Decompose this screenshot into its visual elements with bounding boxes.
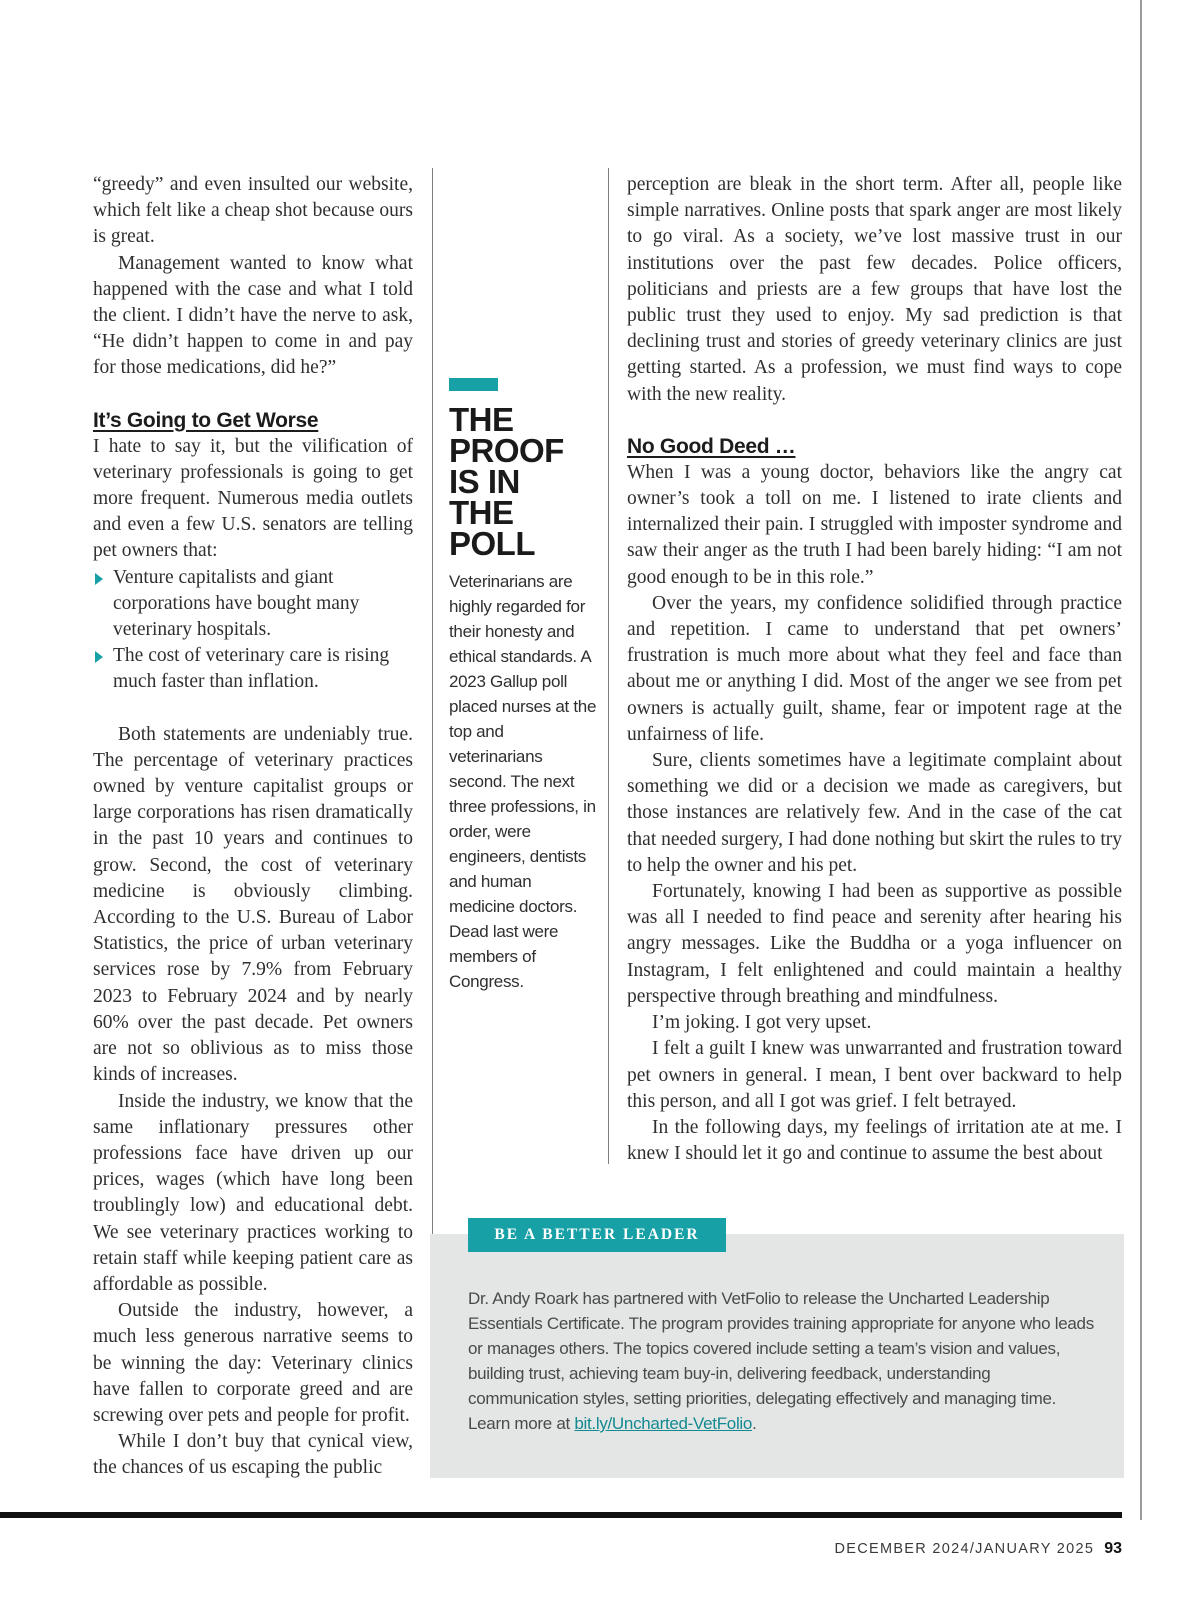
column-divider xyxy=(608,168,609,1164)
bullet-list xyxy=(93,565,413,696)
sidebar-title-line: PROOF xyxy=(449,432,564,469)
list-item-text: Venture capitalists and giant corporations have bought many veterinary hospitals. xyxy=(113,566,360,641)
page-number: 93 xyxy=(1104,1540,1122,1557)
page-footer xyxy=(834,1540,1122,1558)
paragraph: perception are bleak in the short term. After all, people like simple narratives. Online posts that spark anger are most likely to go viral. As a society, we’ve lost massive trust in our institutions over the past few decades. Police officers, politicians and priests are a few groups that have lost the public trust they used to enjoy. My sad prediction is that declining trust and stories of greedy veterinary clinics are just getting started. As a profession, we must find ways to cope with the new reality. xyxy=(627,174,1122,405)
paragraph: Management wanted to know what happened with the case and what I told the client. I didn’t have the nerve to ask, “He didn’t happen to come in and pay for those medications, did he?” xyxy=(93,252,413,379)
paragraph: I hate to say it, but the vilification of veterinary professionals is going to get more frequent. Numerous media outlets and even a few U.S. senators are telling pet owners that: xyxy=(93,435,413,562)
leader-callout-text xyxy=(468,1286,1098,1436)
sidebar-title-line: THE POLL xyxy=(449,494,535,562)
paragraph: Inside the industry, we know that the same inflationary pressures other professions face have driven up our prices, wages (which have long been troublingly low) and educational debt. We see veterinary practices working to retain staff while keeping patient care as affordable as possible. xyxy=(93,1090,413,1295)
sidebar-title-line: THE xyxy=(449,401,514,438)
spacer xyxy=(93,696,413,722)
right-column xyxy=(627,172,1122,1167)
page-edge-rule xyxy=(1140,0,1142,1520)
sidebar-poll xyxy=(449,378,599,994)
issue-date: DECEMBER 2024/JANUARY 2025 xyxy=(834,1541,1095,1557)
spacer xyxy=(627,408,1122,421)
vetfolio-link[interactable]: bit.ly/Uncharted-VetFolio xyxy=(574,1414,753,1433)
section-heading-worse: It’s Going to Get Worse xyxy=(93,408,319,432)
paragraph: Outside the industry, however, a much less generous narrative seems to be winning the day: Veterinary clinics have fallen to corporate greed and are screwing over pets and people for profit. xyxy=(93,1300,413,1426)
paragraph: “greedy” and even insulted our website, which felt like a cheap shot because ours is great. xyxy=(93,174,413,248)
footer-rule xyxy=(0,1512,1122,1518)
list-item-text: The cost of veterinary care is rising much faster than inflation. xyxy=(113,645,390,693)
left-column xyxy=(93,172,413,1482)
paragraph: Sure, clients sometimes have a legitimate complaint about something we did or a decision we made as caregivers, but those instances are relatively few. And in the case of the cat that needed surgery, I had done nothing but skirt the rules to try to help the owner and his pet. xyxy=(627,750,1122,876)
paragraph: In the following days, my feelings of irritation ate at me. I knew I should let it go and continue to assume the best about xyxy=(627,1116,1122,1165)
paragraph: While I don’t buy that cynical view, the chances of us escaping the public xyxy=(93,1431,413,1479)
leader-callout-tab: BE A BETTER LEADER xyxy=(468,1218,726,1252)
paragraph: When I was a young doctor, behaviors like the angry cat owner’s took a toll on me. I listened to irate clients and internalized their pain. I struggled with imposter syndrome and saw their anger as the truth I had been barely hiding: “I am not good enough to be in this role.” xyxy=(627,461,1122,588)
sidebar-body: Veterinarians are highly regarded for their honesty and ethical standards. A 2023 Gallup poll placed nurses at the top and veterinarians second. The next three professions, in order, were engineers, dentists and human medicine doctors. Dead last were members of Congress. xyxy=(449,572,597,991)
list-item xyxy=(93,565,413,644)
spacer xyxy=(93,382,413,408)
sidebar-title-line: IS IN xyxy=(449,463,520,500)
spacer xyxy=(627,421,1122,434)
leader-callout-body: Dr. Andy Roark has partnered with VetFolio to release the Uncharted Leadership Essentials Certificate. The program provides training appropriate for anyone who leads or manages others. The topics covered include setting a team’s vision and values, building trust, achieving team buy-in, delivering feedback, understanding communication styles, setting priorities, delegating effectively and managing time. Learn more at xyxy=(468,1289,1094,1433)
paragraph: I’m joking. I got very upset. xyxy=(652,1012,872,1034)
sidebar-title xyxy=(449,401,599,562)
triangle-bullet-icon xyxy=(95,651,103,663)
triangle-bullet-icon xyxy=(95,573,103,585)
list-item xyxy=(93,643,413,695)
section-heading-good-deed: No Good Deed … xyxy=(627,434,796,458)
accent-bar xyxy=(449,378,498,391)
paragraph: Over the years, my confidence solidified through practice and repetition. I came to understand that pet owners’ frustration is much more about what they feel and face than about me or anything I did. Most of the anger we see from pet owners is actually guilt, shame, fear or impotent rage at the unfairness of life. xyxy=(627,592,1122,745)
paragraph: Both statements are undeniably true. The percentage of veterinary practices owned by venture capitalist groups or large corporations has risen dramatically in the past 10 years and continues to grow. Second, the cost of veterinary medicine is obviously climbing. According to the U.S. Bureau of Labor Statistics, the price of urban veterinary services rose by 7.9% from February 2023 to February 2024 and by nearly 60% over the past decade. Pet owners are not so oblivious as to miss those kinds of increases. xyxy=(93,723,413,1086)
paragraph: Fortunately, knowing I had been as supportive as possible was all I needed to find peace and serenity after hearing his angry messages. Like the Buddha or a yoga influencer on Instagram, I felt enlightened and could maintain a healthy perspective through breathing and mindfulness. xyxy=(627,881,1122,1007)
leader-callout-end: . xyxy=(752,1414,757,1433)
paragraph: I felt a guilt I knew was unwarranted and frustration toward pet owners in general. I mean, I bent over backward to help this person, and all I got was grief. I felt betrayed. xyxy=(627,1038,1122,1112)
